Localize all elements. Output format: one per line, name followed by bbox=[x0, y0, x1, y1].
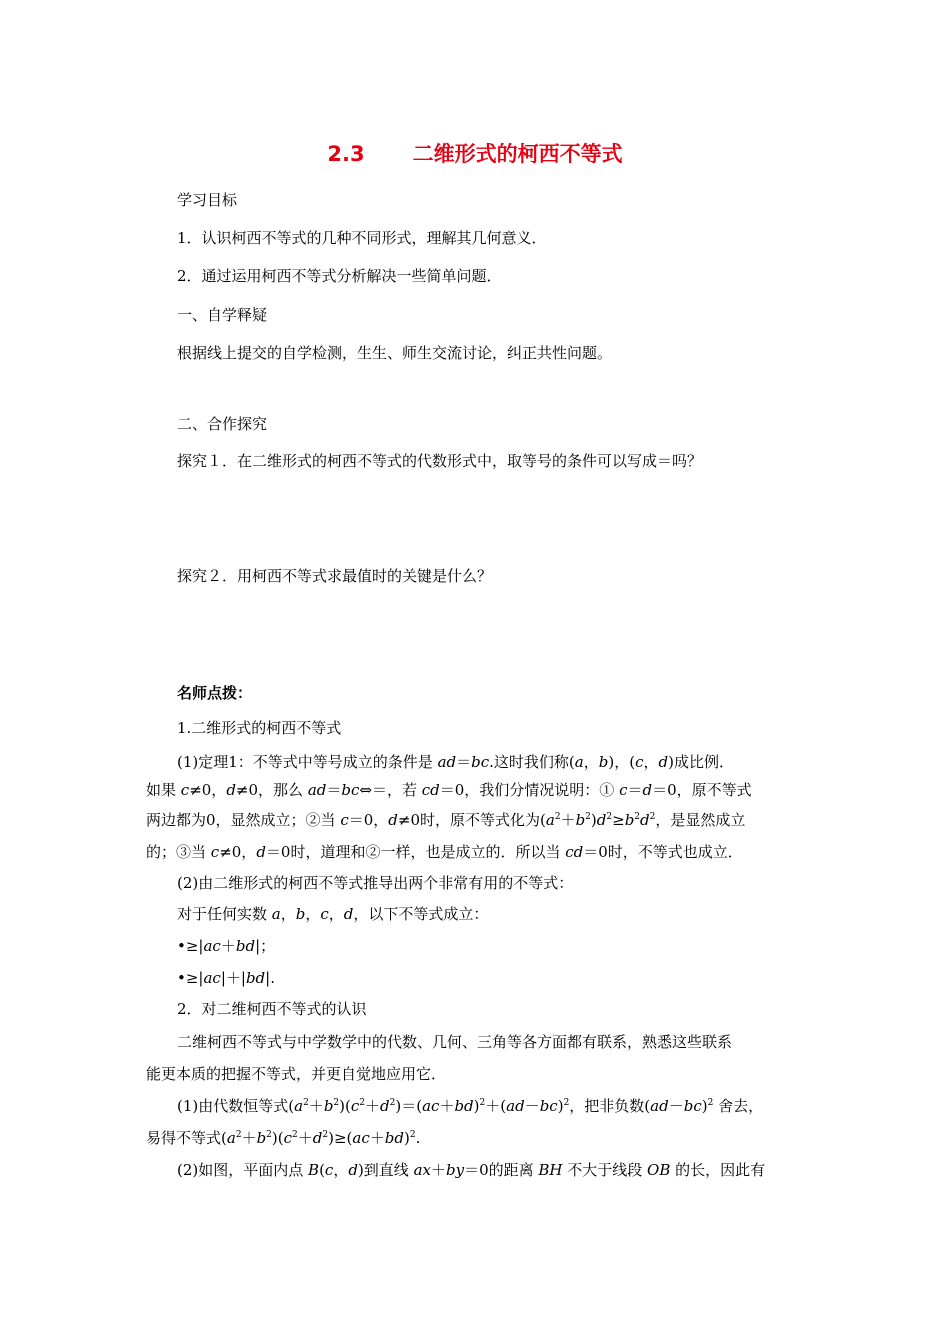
section1-heading: 一、自学释疑 bbox=[177, 306, 268, 324]
tips-paragraph-5: (2)由二维形式的柯西不等式推导出两个非常有用的不等式： bbox=[177, 874, 574, 892]
section2-heading: 二、合作探究 bbox=[177, 415, 268, 433]
explore-question-2: 探究２．用柯西不等式求最值时的关键是什么？ bbox=[177, 567, 493, 585]
explore-question-1: 探究１．在二维形式的柯西不等式的代数形式中，取等号的条件可以写成＝吗？ bbox=[177, 452, 703, 470]
tips-subheading-1: 1.二维形式的柯西不等式 bbox=[177, 719, 342, 737]
page-title: 2.3 二维形式的柯西不等式 bbox=[327, 142, 623, 166]
tips-paragraph-11: (2)如图，平面内点 B(c，d)到直线 ax＋by＝0的距离 BH 不大于线段 OB 的长，因此有 bbox=[177, 1161, 766, 1179]
inequality-bullet-1: •≥|ac＋bd|； bbox=[177, 937, 276, 955]
tips-paragraph-9: (1)由代数恒等式$(a^2+b^2)(c^2+d^2)=(ac+bd)^2+(ad-bc)^2$，把非负数$(ad-bc)^2$ 舍去， bbox=[177, 1097, 764, 1115]
tips-paragraph-10: 易得不等式$(a^2+b^2)(c^2+d^2)\ge(ac+bd)^2$. bbox=[146, 1129, 421, 1147]
tips-heading: 名师点拨： bbox=[177, 684, 253, 702]
tips-paragraph-3: 两边都为0，显然成立；②当 c＝0，d≠0时，原不等式化为$(a^2+b^2)d^2\ge b^2d^2$，是显然成立 bbox=[146, 811, 746, 829]
inequality-bullet-2: •≥|ac|＋|bd|. bbox=[177, 969, 275, 987]
objectives-heading: 学习目标 bbox=[177, 191, 238, 209]
tips-paragraph-4: 的；③当 c≠0，d＝0时，道理和②一样，也是成立的．所以当 cd＝0时，不等式也成立． bbox=[146, 843, 743, 861]
tips-paragraph-7: 二维柯西不等式与中学数学中的代数、几何、三角等各方面都有联系，熟悉这些联系 bbox=[177, 1033, 733, 1051]
section1-text: 根据线上提交的自学检测，生生、师生交流讨论，纠正共性问题。 bbox=[177, 344, 613, 362]
tips-paragraph-1: (1)定理1：不等式中等号成立的条件是 ad＝bc.这时我们称(a，b)，(c，d)成比例． bbox=[177, 753, 734, 771]
objective-item-1: 1．认识柯西不等式的几种不同形式，理解其几何意义． bbox=[177, 229, 547, 247]
tips-paragraph-6: 对于任何实数 a，b，c，d，以下不等式成立： bbox=[177, 905, 489, 923]
tips-paragraph-8: 能更本质的把握不等式，并更自觉地应用它． bbox=[146, 1065, 447, 1083]
tips-subheading-2: 2．对二维柯西不等式的认识 bbox=[177, 1000, 367, 1018]
tips-paragraph-2: 如果 c≠0，d≠0，那么 ad＝bc⇔＝，若 cd＝0，我们分情况说明：① c＝d＝0，原不等式 bbox=[146, 781, 752, 799]
objective-item-2: 2．通过运用柯西不等式分析解决一些简单问题． bbox=[177, 267, 502, 285]
